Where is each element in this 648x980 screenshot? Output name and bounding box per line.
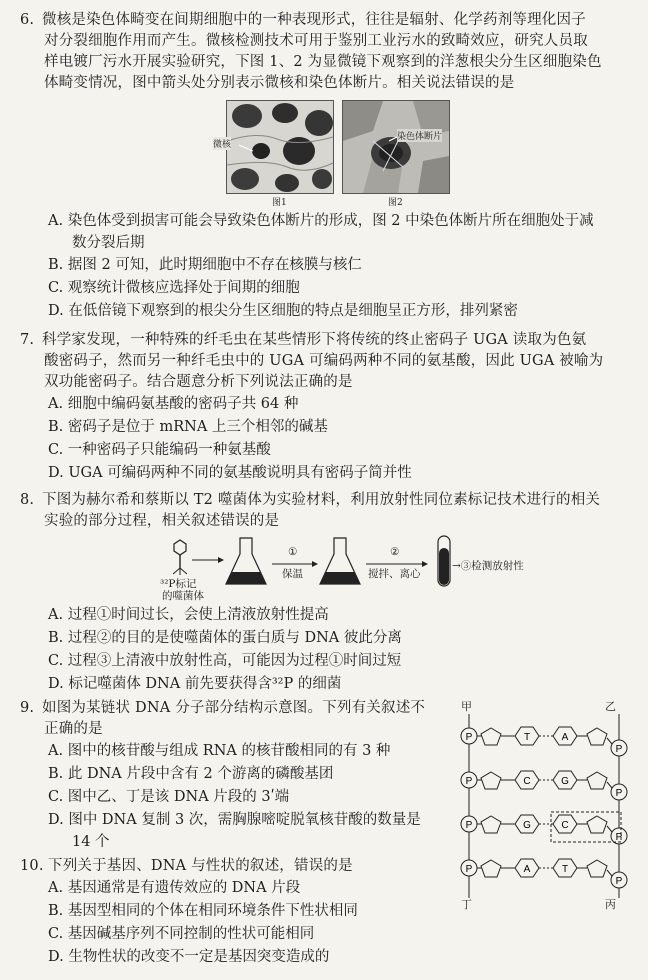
question-stem-line: 正确的是: [44, 721, 103, 737]
micrograph-figure-2: [342, 100, 450, 194]
base-right-label: T: [561, 864, 569, 875]
question-stem: 下列关于基因、DNA 与性状的叙述，错误的是: [48, 858, 353, 874]
bond-line: [607, 870, 612, 876]
deoxyribose-right: [587, 728, 607, 745]
option-c: C. 图中乙、丁是该 DNA 片段的 3ʹ端: [48, 789, 290, 805]
question-6-options: [20, 210, 632, 323]
base-left-label: T: [523, 732, 531, 743]
option-c: C. 过程③上清液中放射性高，可能因为过程①时间过短: [48, 653, 402, 669]
question-stem-line: 如图为某链状 DNA 分子部分结构示意图。下列有关叙述不: [42, 700, 426, 716]
step-1-number: ①: [288, 546, 298, 558]
option-d: D. UGA 可编码两种不同的氨基酸说明具有密码子简并性: [48, 465, 412, 481]
question-stem-line: 酸密码子，然而另一种纤毛虫中的 UGA 可编码两种不同的氨基酸，因此 UGA 被喻为: [44, 353, 604, 369]
option-d-continued: 14 个: [72, 834, 110, 850]
phosphate-left-label: P: [465, 864, 473, 875]
option-c: C. 基因碱基序列不同控制的性状可能相同: [48, 926, 315, 942]
option-a: A. 染色体受到损害可能会导致染色体断片的形成，图 2 中染色体断片所在细胞处于减: [48, 213, 594, 229]
micrograph-figure-1: [213, 100, 334, 194]
experiment-flow-diagram: [160, 534, 524, 602]
figure-1-caption: 图1: [272, 198, 287, 208]
flask-icon: [320, 538, 360, 584]
question-stem-line: 实验的部分过程，相关叙述错误的是: [44, 513, 280, 529]
phosphate-right-label: P: [615, 744, 623, 755]
question-stem-line: 双功能密码子。结合题意分析下列说法正确的是: [44, 374, 353, 390]
step-2-number: ②: [390, 546, 400, 558]
phosphate-right-label: P: [615, 832, 623, 843]
question-number: 7.: [20, 332, 35, 348]
phosphate-left-label: P: [465, 820, 473, 831]
question-stem-line: 微核是染色体畸变在间期细胞中的一种表现形式，往往是辐射、化学药剂等理化因子: [42, 12, 586, 28]
micrograph-figure-2-image: [343, 101, 449, 193]
deoxyribose-left: [481, 860, 501, 877]
bond-line: [607, 782, 612, 788]
question-number: 6.: [20, 12, 35, 28]
option-c: C. 观察统计微核应选择处于间期的细胞: [48, 280, 300, 296]
question-stem-line: 科学家发现，一种特殊的纤毛虫在某些情形下将传统的终止密码子 UGA 读取为色氨: [42, 332, 587, 348]
option-b: B. 基因型相同的个体在相同环境条件下性状相同: [48, 903, 358, 919]
flask-icon: [226, 538, 266, 584]
base-left-label: G: [523, 820, 531, 831]
option-a: A. 基因通常是有遗传效应的 DNA 片段: [48, 880, 301, 896]
strand-end-label-bottom-left: 丁: [461, 898, 472, 911]
base-right-label: G: [561, 776, 569, 787]
base-right-label: C: [561, 820, 569, 831]
question-stem-line: 下图为赫尔希和蔡斯以 T2 噬菌体为实验材料，利用放射性同位素标记技术进行的相关: [42, 492, 601, 508]
option-b: B. 此 DNA 片段中含有 2 个游离的磷酸基团: [48, 766, 334, 782]
option-d: D. 在低倍镜下观察到的根尖分生区细胞的特点是细胞呈正方形，排列紧密: [48, 303, 518, 319]
deoxyribose-left: [481, 816, 501, 833]
phage-icon: [173, 540, 187, 575]
question-number: 8.: [20, 492, 35, 508]
question-9: [20, 698, 450, 853]
phage-label-line-2: 的噬菌体: [162, 590, 204, 602]
question-number: 9.: [20, 700, 35, 716]
step-2-label: 搅拌、离心: [368, 568, 421, 580]
figure-2-caption: 图2: [388, 198, 403, 208]
bond-line: [607, 738, 612, 744]
question-7: [20, 330, 632, 485]
option-a: A. 图中的核苷酸与组成 RNA 的核苷酸相同的有 3 种: [48, 743, 391, 759]
option-d: D. 标记噬菌体 DNA 前先要获得含³²P 的细菌: [48, 676, 342, 692]
option-a-continued: 数分裂后期: [72, 235, 145, 251]
bond-line: [607, 826, 612, 832]
micrograph-figure-1-image: [227, 101, 333, 193]
dna-structure-graphic: [455, 700, 633, 912]
question-6: [20, 10, 632, 94]
deoxyribose-right: [587, 772, 607, 789]
phosphate-right-label: P: [615, 788, 623, 799]
phosphate-left-label: P: [465, 776, 473, 787]
centrifuge-tube-icon: [438, 536, 450, 586]
deoxyribose-right: [587, 816, 607, 833]
deoxyribose-right: [587, 860, 607, 877]
question-8: [20, 490, 632, 532]
option-a: A. 细胞中编码氨基酸的密码子共 64 种: [48, 396, 299, 412]
step-1-label: 保温: [282, 568, 303, 580]
question-stem-line: 体畸变情况，图中箭头处分别表示微核和染色体断片。相关说法错误的是: [44, 75, 515, 91]
base-right-label: A: [561, 732, 569, 743]
option-d: D. 生物性状的改变不一定是基因突变造成的: [48, 949, 330, 965]
base-left-label: A: [523, 864, 531, 875]
chromosome-fragment-label: 染色体断片: [397, 129, 442, 142]
phosphate-left-label: P: [465, 732, 473, 743]
option-d: D. 图中 DNA 复制 3 次，需胸腺嘧啶脱氧核苷酸的数量是: [48, 812, 421, 828]
option-b: B. 据图 2 可知，此时期细胞中不存在核膜与核仁: [48, 257, 362, 273]
step-3-label: →③检测放射性: [452, 560, 524, 572]
option-a: A. 过程①时间过长，会使上清液放射性提高: [48, 607, 329, 623]
micronucleus-label: 微核: [213, 137, 231, 150]
dna-structure-diagram: [455, 700, 633, 912]
question-8-options: [20, 604, 632, 696]
strand-end-label-top-left: 甲: [461, 700, 472, 713]
phage-label-line-1: ³²P标记: [160, 578, 197, 590]
strand-end-label-top-right: 乙: [605, 700, 616, 713]
option-b: B. 密码子是位于 mRNA 上三个相邻的碱基: [48, 419, 328, 435]
strand-end-label-bottom-right: 丙: [605, 898, 616, 911]
question-stem-line: 样电镀厂污水开展实验研究，下图 1、2 为显微镜下观察到的洋葱根尖分生区细胞染色: [44, 54, 602, 70]
option-c: C. 一种密码子只能编码一种氨基酸: [48, 442, 271, 458]
deoxyribose-left: [481, 728, 501, 745]
base-left-label: C: [523, 776, 531, 787]
option-b: B. 过程②的目的是使噬菌体的蛋白质与 DNA 彼此分离: [48, 630, 402, 646]
deoxyribose-left: [481, 772, 501, 789]
phosphate-right-label: P: [615, 876, 623, 887]
question-stem-line: 对分裂细胞作用而产生。微核检测技术可用于鉴别工业污水的致畸效应，研究人员取: [44, 33, 588, 49]
question-10: [20, 856, 450, 969]
question-number: 10.: [20, 858, 44, 874]
